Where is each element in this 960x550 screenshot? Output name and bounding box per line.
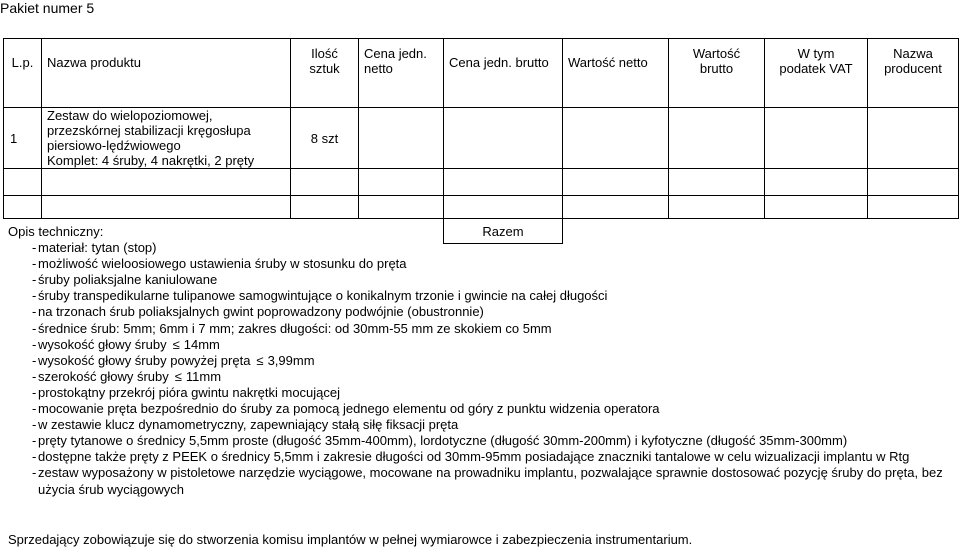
cell-net-value bbox=[563, 108, 669, 169]
less-or-equal-symbol: ≤ bbox=[172, 336, 180, 352]
cell-quantity: 8 szt bbox=[291, 108, 359, 169]
product-table bbox=[3, 38, 959, 244]
list-item-label: wysokość głowy śruby powyżej pręta bbox=[38, 352, 251, 368]
list-item: - możliwość wieloosiowego ustawienia śruby w stosunku do pręta bbox=[8, 256, 943, 272]
description-heading: Opis techniczny: bbox=[8, 224, 104, 239]
cell-gross-value bbox=[669, 108, 765, 169]
page-title: Pakiet numer 5 bbox=[0, 0, 95, 16]
list-item: - dostępne także pręty z PEEK o średnicy 5,5mm i zakresie długości od 30mm-95mm posiadające znaczniki tantalowe w celu wizualizacji implantu w Rtg bbox=[8, 449, 943, 465]
list-item: - śruby transpedikularne tulipanowe samogwintujące o konikalnym trzonie i gwincie na całej długości bbox=[8, 288, 943, 304]
less-or-equal-symbol: ≤ bbox=[256, 352, 264, 368]
empty-row bbox=[4, 169, 959, 196]
list-item: - średnice śrub: 5mm; 6mm i 7 mm; zakres długości: od 30mm-55 mm ze skokiem co 5mm bbox=[8, 321, 943, 337]
cell-product-name: Zestaw do wielopoziomowej, przezskórnej stabilizacji kręgosłupa piersiowo-lędźwiowego Komplet: 4 śruby, 4 nakrętki, 2 pręty bbox=[42, 108, 291, 169]
header-unit-net-price: Cena jedn. netto bbox=[359, 39, 444, 108]
list-item: - prostokątny przekrój pióra gwintu nakrętki mocującej bbox=[8, 385, 943, 401]
list-item-value: 14mm bbox=[183, 336, 220, 352]
list-item: - zestaw wyposażony w pistoletowe narzędzie wyciągowe, mocowane na prowadniku implantu, pozwalające sprawnie dostosować pozycję śruby do pręta, bez użycia śrub wyciągowych bbox=[8, 465, 943, 497]
list-item-value: 11mm bbox=[185, 368, 222, 384]
total-label: Razem bbox=[444, 219, 563, 244]
list-item-label: szerokość głowy śruby bbox=[38, 368, 169, 384]
list-item-label: wysokość głowy śruby bbox=[38, 336, 167, 352]
list-item: - na trzonach śrub poliaksjalnych gwint poprowadzony podwójnie (obustronnie) bbox=[8, 304, 943, 320]
cell-producer bbox=[868, 108, 959, 169]
cell-lp: 1 bbox=[4, 108, 42, 169]
header-net-value: Wartość netto bbox=[563, 39, 669, 108]
header-vat: W tym podatek VAT bbox=[765, 39, 868, 108]
less-or-equal-symbol: ≤ bbox=[174, 368, 182, 384]
list-item-value: 3,99mm bbox=[267, 352, 315, 368]
header-lp: L.p. bbox=[4, 39, 42, 108]
header-producer: Nazwa producent bbox=[868, 39, 959, 108]
cell-unit-gross-price bbox=[444, 108, 563, 169]
technical-description bbox=[8, 224, 943, 498]
footer-note: Sprzedający zobowiązuje się do stworzenia komisu implantów w pełnej wymiarowce i zabezpieczenia instrumentarium. bbox=[8, 532, 693, 547]
description-list bbox=[8, 240, 943, 498]
cell-unit-net-price bbox=[359, 108, 444, 169]
list-item bbox=[8, 369, 943, 385]
header-gross-value: Wartość brutto bbox=[669, 39, 765, 108]
header-product-name: Nazwa produktu bbox=[42, 39, 291, 108]
product-row bbox=[4, 108, 959, 169]
cell-vat bbox=[765, 108, 868, 169]
header-quantity: Ilość sztuk bbox=[291, 39, 359, 108]
header-unit-gross-price: Cena jedn. brutto bbox=[444, 39, 563, 108]
list-item bbox=[8, 337, 943, 353]
empty-row bbox=[4, 196, 959, 219]
list-item: - śruby poliaksjalne kaniulowane bbox=[8, 272, 943, 288]
list-item: - pręty tytanowe o średnicy 5,5mm proste (długość 35mm-400mm), lordotyczne (długość 30mm-200mm) i kyfotyczne (długość 35mm-300mm) bbox=[8, 433, 943, 449]
list-item: - materiał: tytan (stop) bbox=[8, 240, 943, 256]
list-item bbox=[8, 353, 943, 369]
table-header-row bbox=[4, 39, 959, 108]
list-item: - mocowanie pręta bezpośrednio do śruby za pomocą jednego elementu od góry z punktu widzenia operatora bbox=[8, 401, 943, 417]
list-item: - w zestawie klucz dynamometryczny, zapewniający stałą siłę fiksacji pręta bbox=[8, 417, 943, 433]
